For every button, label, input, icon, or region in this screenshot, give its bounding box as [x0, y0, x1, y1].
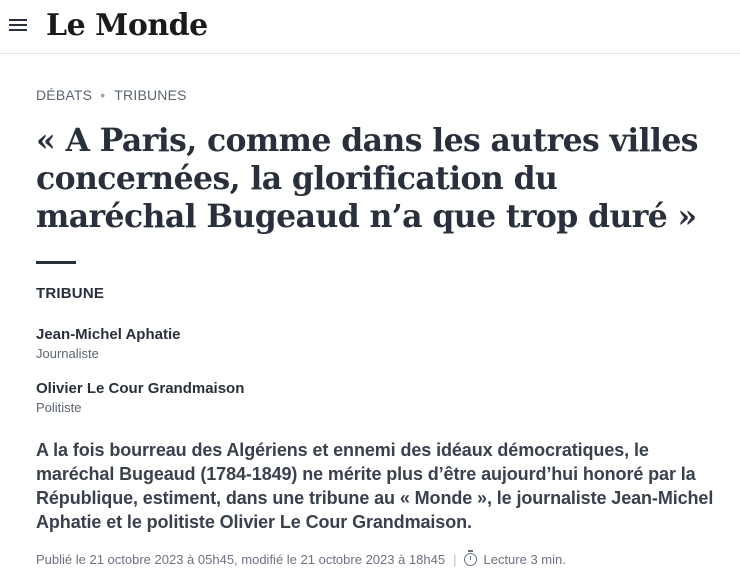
site-header — [0, 0, 740, 54]
article-kicker: TRIBUNE — [36, 285, 105, 302]
reading-time: Lecture 3 min. — [483, 552, 566, 567]
article-meta — [36, 550, 566, 570]
author-block — [36, 379, 244, 417]
publication-date: Publié le 21 octobre 2023 à 05h45, modifié le 21 octobre 2023 à 18h45 — [36, 552, 446, 567]
article-lede: A la fois bourreau des Algériens et ennemi des idéaux démocratiques, le maréchal Bugeaud (1784-1849) ne mérite plus d’être aujourd’hui honoré par la République, estiment, dans une tribune au « Monde », le journaliste Jean-Michel Aphatie et le politiste Olivier Le Cour Grandmaison. — [36, 440, 714, 532]
hamburger-menu-icon[interactable] — [8, 15, 28, 35]
breadcrumb-subsection-link[interactable]: TRIBUNES — [114, 87, 187, 103]
stopwatch-icon — [464, 553, 477, 566]
author-role: Politiste — [36, 400, 82, 415]
author-name-link[interactable]: Jean-Michel Aphatie — [36, 326, 181, 343]
breadcrumb — [36, 87, 187, 103]
author-block — [36, 325, 180, 363]
breadcrumb-separator: • — [100, 87, 106, 103]
site-logo[interactable]: Le Monde — [46, 8, 208, 43]
meta-divider: | — [453, 552, 457, 567]
breadcrumb-section-link[interactable]: DÉBATS — [36, 87, 93, 103]
author-name-link[interactable]: Olivier Le Cour Grandmaison — [36, 380, 245, 397]
author-role: Journaliste — [36, 346, 99, 361]
title-divider — [36, 261, 76, 264]
article-title: « A Paris, comme dans les autres villes concernées, la glorification du maréchal Bugeaud n’a que trop duré » — [36, 122, 698, 235]
